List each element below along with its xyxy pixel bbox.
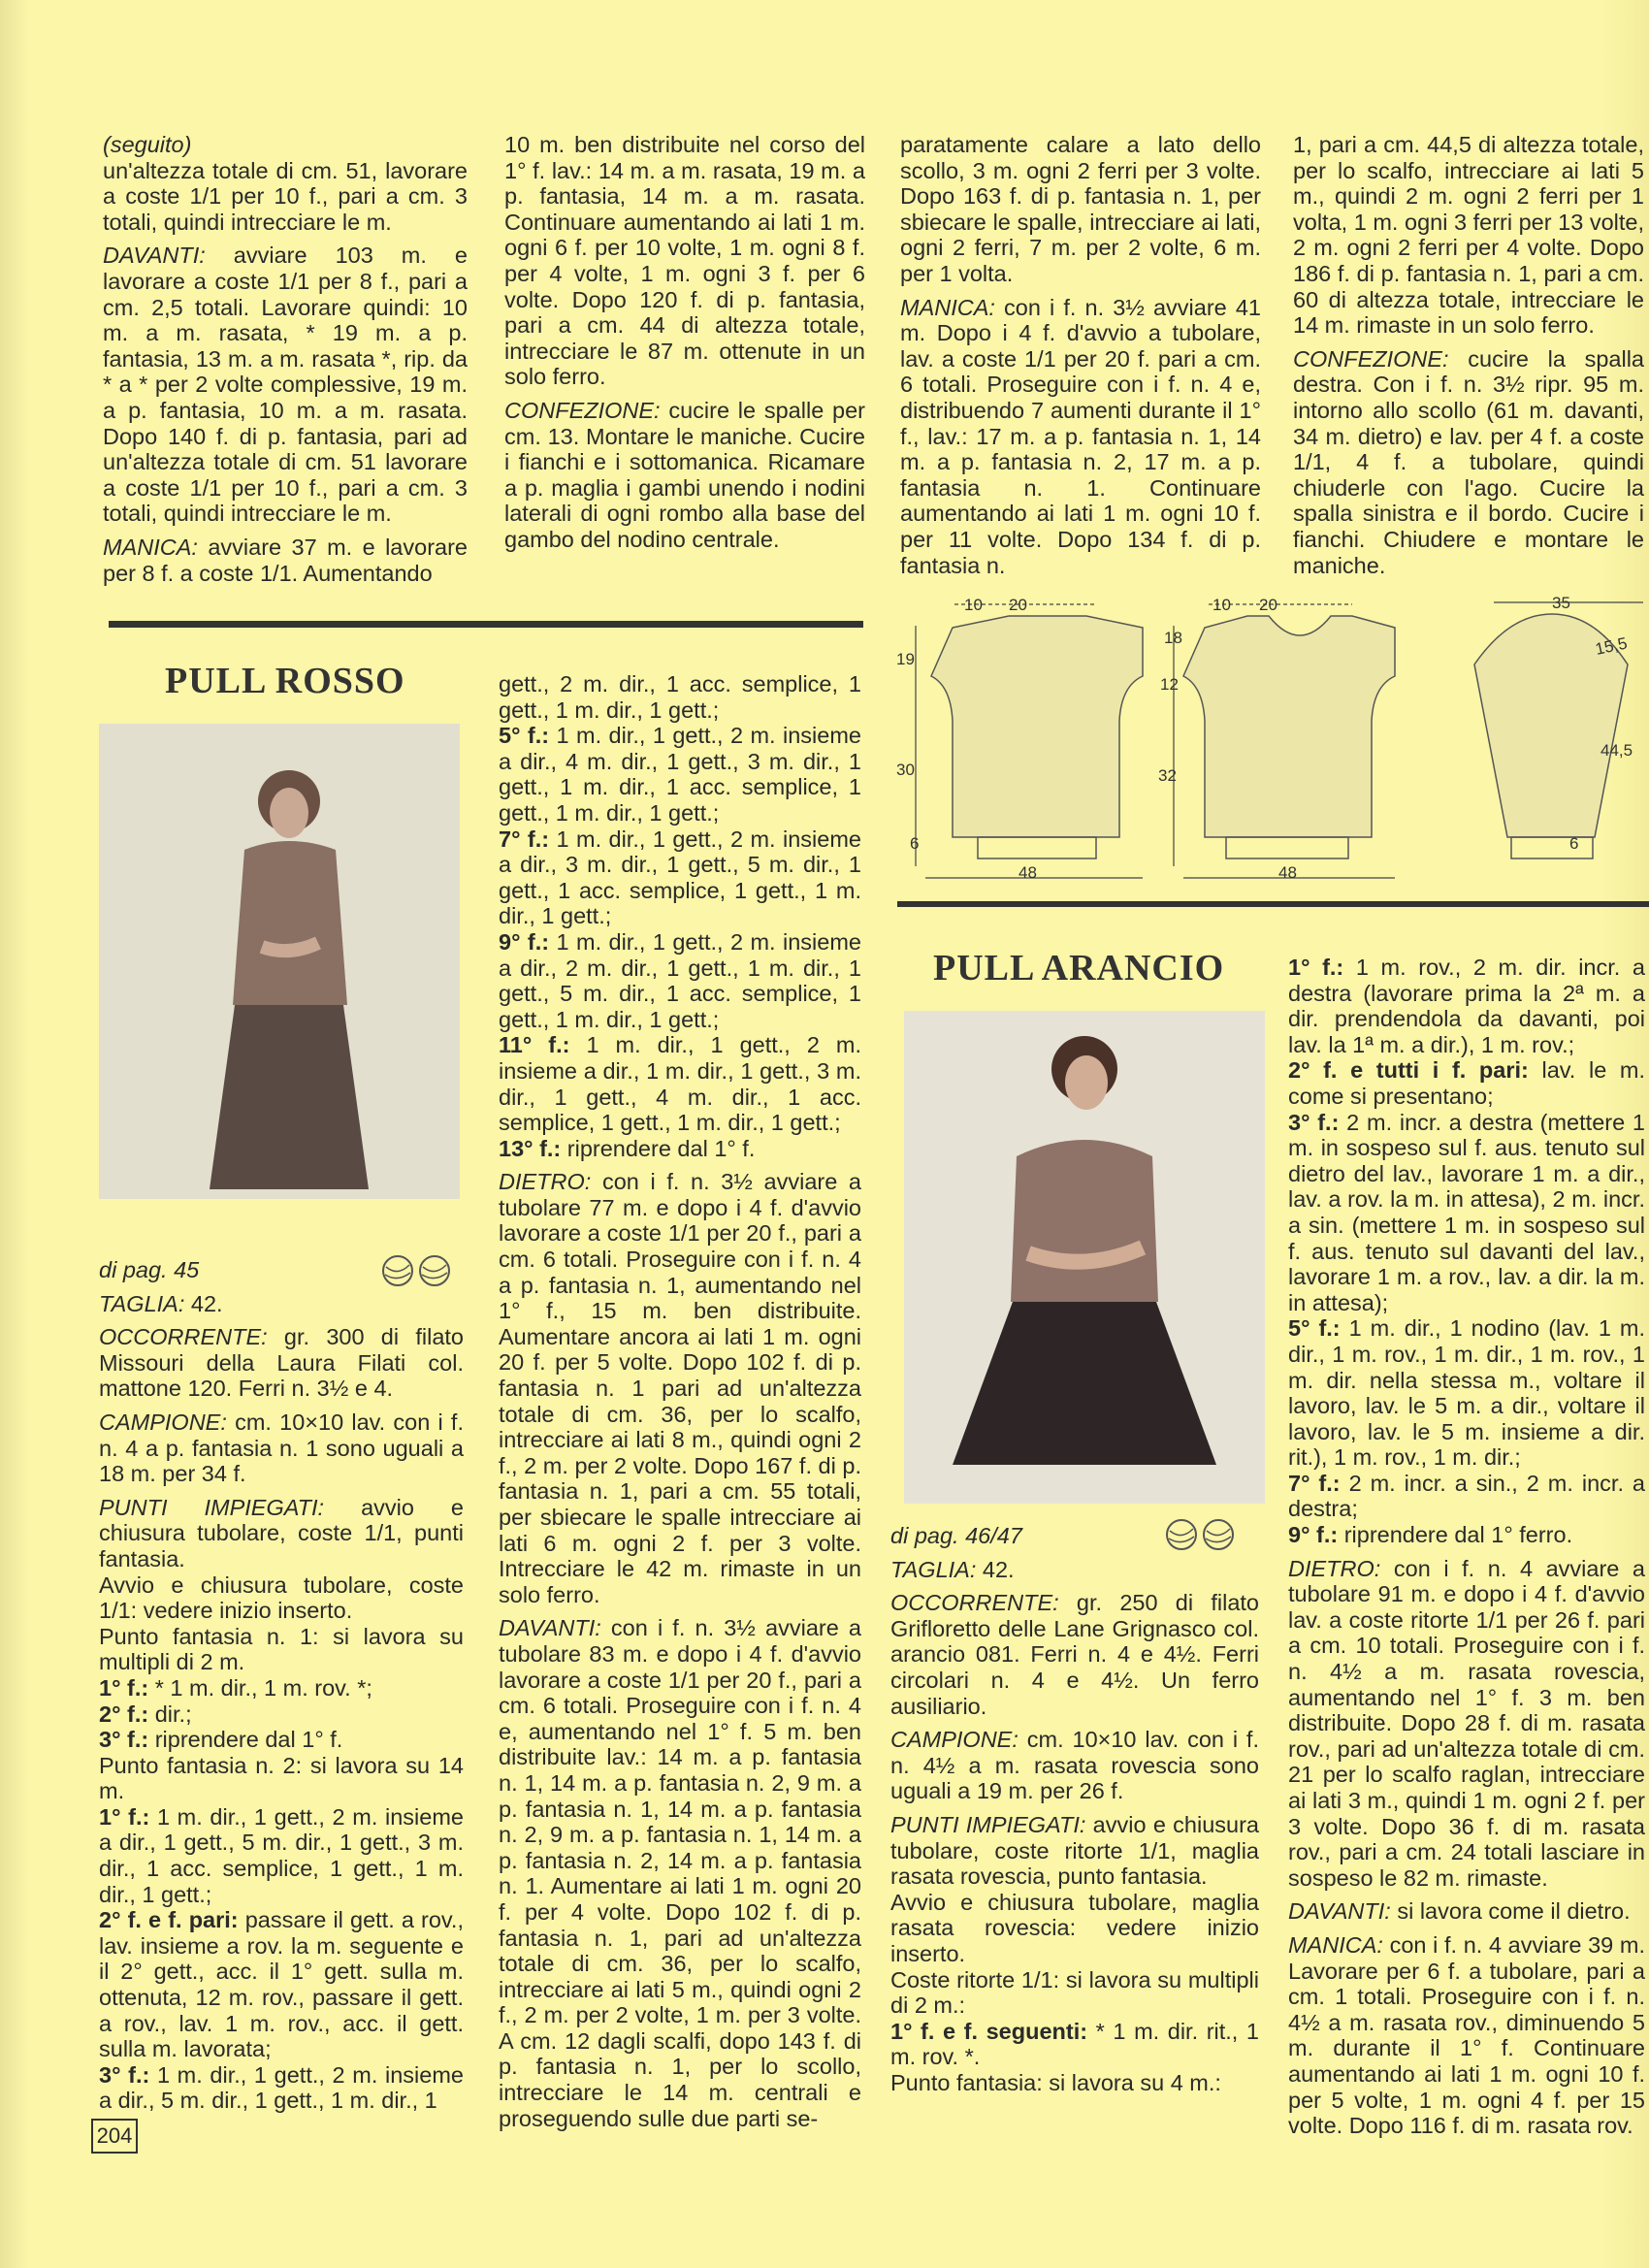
dim-h-mid: 32 — [1158, 766, 1177, 785]
section-text: con i f. n. 4 avviare 39 m. Lavorare per 6 f. a tubolare, pari a cm. 1 totali. Proseguire con i f. n. 4½ a m. rasata rov., diminuendo 5 m. durante il 1° f. Continuare aumentando ai lati 1 m. ogni 10 f. per 5 volte, 1 m. ogni 4 f. per 15 volte. Dopo 116 f. di m. rasata rov. — [1288, 1931, 1645, 2139]
page-ref-text: di pag. 45 — [99, 1257, 200, 1282]
row-label: 13° f.: — [499, 1135, 562, 1161]
pf2-row — [99, 1804, 464, 1907]
campione — [99, 1409, 464, 1487]
row-text: riprendere dal 1° ferro. — [1338, 1522, 1573, 1548]
dim-top-a: 10 — [1212, 596, 1231, 614]
section-text: con i f. n. 3½ avviare a tubolare 77 m. e dopo i 4 f. d'avvio lavorare a coste 1/1 per 20 f., pari a cm. 6 totali. Proseguire con i f. n. 4 a p. fantasia n. 1, aumentando nel 1° f., 15 m. ben distribuite. Aumentare ancora ai lati 1 m. ogni 20 f. per 5 volte. Dopo 102 f. di p. fantasia n. 1 pari ad un'altezza totale di cm. 36, per lo scalfo, intrecciare ai lati 8 m., quindi ogni 2 f., 2 m. per 2 volte. Dopo 167 f. di p. fantasia n. 1, pari a cm. 55 totali, per sbiecare le spalle intrecciare ai lati 6 m. ogni 2 f. per 3 volte. Intrecciare le 42 m. rimaste in un solo ferro. — [499, 1169, 861, 1607]
row-text: 1 m. dir., 1 nodino (lav. 1 m. dir., 1 m. rov., 1 m. dir., 1 m. rov., 1 m. dir. nella stessa m., voltare il lavoro, lav. le 5 m. a dir., voltare il lavoro, lav. le 5 m. insieme a dir. rit.), 1 m. rov., 1 m. dir.; — [1288, 1315, 1646, 1471]
section-label: CONFEZIONE: — [1293, 345, 1449, 372]
dietro — [1288, 1556, 1645, 1892]
row-text: 1 m. dir., 1 gett., 2 m. insieme a dir., 5 m. dir., 1 gett., 1 m. dir., 1 — [99, 2061, 464, 2114]
section-label: CONFEZIONE: — [504, 397, 661, 423]
section-text: avviare 103 m. e lavorare a coste 1/1 per 8 f., pari a cm. 2,5 totali. Lavorare quindi: 10 m. a m. rasata, * 19 m. a p. fantasia, 13 m. a m. rasata *, rip. da * a * per 2 volte complessive, 19 m. a p. fantasia, 10 m. a m. rasata. Dopo 140 f. di p. fantasia, pari ad un'altezza totale di cm. 51 lavorare a coste 1/1 per 10 f., pari a cm. 3 totali, quindi intrecciare le m. — [103, 243, 468, 527]
pf1-intro: Punto fantasia n. 1: si lavora su multipli di 2 m. — [99, 1623, 464, 1675]
section-text: cucire le spalle per cm. 13. Montare le maniche. Cucire i fianchi e i sottomanica. Ricamare a p. maglia i gambi unendo i nodini laterali di ogni rombo alla base del gambo del nodino centrale. — [504, 397, 865, 552]
pf2-intro: Punto fantasia n. 2: si lavora su 14 m. — [99, 1752, 464, 1804]
dim-h-bot: 6 — [910, 834, 920, 853]
row-label: 3° f.: — [99, 2061, 150, 2088]
dim-h-b: 12 — [1160, 675, 1179, 694]
arancio-column-2 — [1288, 955, 1646, 2139]
section-text: cm. 10×10 lav. con i f. n. 4 a p. fantasia n. 1 sono uguali a 18 m. per 34 f. — [99, 1409, 464, 1487]
row-text: 2 m. incr. a sin., 2 m. incr. a destra; — [1288, 1470, 1645, 1522]
section-text: con i f. n. 4 avviare a tubolare 91 m. e dopo i 4 f. d'avvio lav. a coste ritorte 1/1 per 26 f. pari a cm. 10 totali. Proseguire con i f. n. 4½ a m. rasata rovescia, aumentando nel 1° f. 3 m. ben distribuite. Dopo 28 f. di m. rasata rov., pari ad un'altezza totale di cm. 21 per lo scalfo raglan, intrecciare ai lati 3 m., quindi 1 m. ogni 2 f. per 3 volte. Dopo 36 f. di m. rasata rov., pari a cm. 24 totali lasciare in sospeso le 82 m. rimaste. — [1288, 1555, 1645, 1891]
row-text: passare il gett. a rov., lav. insieme a rov. la m. seguente e il 2° gett., acc. il 1° gett. sulla m. ottenuta, 12 m. rov., passare il gett. a rov., lav. 1 m. rov., acc. il gett. sulla m. lavorata; — [99, 1907, 464, 2062]
coste-row — [890, 2019, 1259, 2070]
row-label: 11° f.: — [499, 1032, 570, 1058]
paragraph: paratamente calare a lato dello scollo, 3 m. ogni 2 ferri per 3 volte. Dopo 163 f. di p. fantasia n. 1, per sbiecare le spalle, intrecciare ai lati, ogni 2 ferri, 7 m. per 2 volte, 6 m. per 1 volta. — [900, 132, 1261, 286]
section-label: DIETRO: — [1288, 1555, 1381, 1581]
difficulty-icons-arancio — [1164, 1517, 1242, 1552]
davanti — [1288, 1898, 1645, 1925]
difficulty-icons-rosso — [380, 1253, 458, 1288]
section-text: avvio e chiusura tubolare, coste ritorte 1/1, maglia rasata rovescia, punto fantasia. — [890, 1811, 1259, 1890]
section-label: TAGLIA: — [99, 1290, 185, 1316]
row-label: 1° f. e f. seguenti: — [890, 2018, 1088, 2044]
dim-h-top: 19 — [896, 650, 915, 668]
section-label: TAGLIA: — [890, 1556, 977, 1582]
back-schematic — [896, 596, 1143, 882]
row-label: 1° f.: — [1288, 955, 1344, 980]
section-text: cm. 10×10 lav. con i f. n. 4½ a m. rasata rovescia sono uguali a 19 m. per 26 f. — [890, 1727, 1259, 1804]
front-schematic — [1158, 596, 1395, 882]
section-text: con i f. n. 3½ avviare 41 m. Dopo i 4 f. d'avvio a tubolare, lav. a coste 1/1 per 20 f. pari a cm. 6 totali. Proseguire con i f. n. 4 e, distribuendo 7 aumenti durante il 1° f., lav.: 17 m. a p. fantasia n. 1, 14 m. a p. fantasia n. 2, 17 m. a p. fantasia n. 1. Continuare aumentando ai lati 1 m. ogni 10 f. per 11 volte. Dopo 134 f. di p. fantasia n. — [900, 294, 1261, 578]
article-title-rosso: PULL ROSSO — [165, 661, 405, 701]
occorrente — [890, 1590, 1259, 1719]
section-label: CAMPIONE: — [890, 1727, 1018, 1753]
section-label: MANICA: — [900, 294, 995, 320]
row-text: 1 m. dir., 1 gett., 2 m. insieme a dir., 1 gett., 5 m. dir., 1 gett., 3 m. dir., 1 acc. semplice, 1 gett., 1 m. dir., 1 gett.; — [99, 1803, 464, 1907]
text-column-4 — [1293, 132, 1644, 586]
page-ref-text: di pag. 46/47 — [890, 1523, 1022, 1548]
section-text: gr. 250 di filato Grifloretto delle Lane Grignasco col. arancio 081. Ferri n. 4 e 4½. Ferri circolari n. 4 e 4½. Un ferro ausiliario. — [890, 1590, 1259, 1719]
page-number: 204 — [91, 2119, 138, 2154]
pf-row — [1288, 1057, 1645, 1109]
section-text: avvio e chiusura tubolare, coste 1/1, punti fantasia. — [99, 1494, 464, 1571]
section-text: gr. 300 di filato Missouri della Laura Filati col. mattone 120. Ferri n. 3½ e 4. — [99, 1324, 464, 1402]
punti — [890, 1812, 1259, 1890]
dim-h-top: 15,5 — [1593, 633, 1630, 659]
dim-h-bot: 6 — [1569, 834, 1579, 853]
section-label: OCCORRENTE: — [99, 1324, 268, 1350]
pf2-row — [499, 723, 861, 826]
paragraph-davanti — [103, 243, 468, 527]
row-label: 5° f.: — [499, 723, 550, 749]
row-text: dir.; — [148, 1701, 192, 1727]
paragraph-manica — [900, 295, 1261, 579]
punti — [99, 1495, 464, 1572]
paragraph-manica — [103, 535, 468, 586]
rosso-column-2 — [499, 671, 861, 2139]
section-divider — [897, 901, 1649, 907]
text-column-1 — [103, 132, 468, 594]
pf-row — [1288, 1522, 1645, 1548]
section-label: PUNTI IMPIEGATI: — [890, 1811, 1086, 1837]
pf-row — [1288, 1315, 1645, 1471]
text-column-2 — [504, 132, 865, 561]
row-text: 1 m. dir., 1 gett., 2 m. insieme a dir., 1 m. dir., 1 gett., 3 m. dir., 1 gett., 4 m. dir., 1 acc. semplice, 1 gett., 1 m. dir., 1 gett.; — [499, 1032, 862, 1136]
paragraph-confezione — [1293, 346, 1644, 578]
row-text: 2 m. incr. a destra (mettere 1 m. in sospeso sul f. aus. tenuto sul dietro del lav., lavorare 1 m. a dir., lav. a rov. la m. in attesa), 2 m. incr. a sin. (mettere 1 m. in sospeso sul f. aus. tenuto sul davanti del lav., lavorare 1 m. a rov., lav. a dir. la m. in attesa); — [1288, 1109, 1645, 1315]
arancio-column-1 — [890, 1523, 1259, 2095]
dim-h-a: 18 — [1164, 629, 1182, 647]
section-label: MANICA: — [1288, 1931, 1383, 1958]
row-text: 1 m. dir., 1 gett., 2 m. insieme a dir., 2 m. dir., 1 gett., 1 m. dir., 1 gett., 5 m. dir., 1 acc. semplice, 1 gett., 1 m. dir., 1 gett.; — [499, 928, 861, 1032]
row-text: lav. le m. come si presentano; — [1288, 1057, 1645, 1109]
section-text: 42. — [976, 1556, 1015, 1582]
continued-label: (seguito) — [103, 132, 192, 157]
article-title-arancio: PULL ARANCIO — [933, 948, 1225, 988]
dim-top-a: 10 — [964, 596, 983, 614]
section-label: DAVANTI: — [103, 243, 206, 269]
section-label: MANICA: — [103, 534, 198, 560]
row-label: 2° f.: — [99, 1701, 149, 1727]
pf2-row — [99, 2062, 464, 2114]
pf-row — [1288, 1110, 1645, 1316]
row-label: 9° f.: — [499, 928, 550, 955]
avvio: Avvio e chiusura tubolare, coste 1/1: vedere inizio inserto. — [99, 1571, 464, 1624]
pf1-row — [99, 1675, 464, 1701]
paragraph: 10 m. ben distribuite nel corso del 1° f. lav.: 14 m. a m. rasata, 19 m. a p. fantasia, 14 m. a m. rasata. Continuare aumentando ai lati 1 m. ogni 6 f. per 10 volte, 1 m. ogni 8 f. per 4 volte, 1 m. ogni 3 f. per 6 volte. Dopo 120 f. di p. fantasia, pari a cm. 44 di altezza totale, intrecciare le 87 m. ottenute in un solo ferro. — [504, 132, 865, 390]
rosso-column-1 — [99, 1257, 464, 2114]
row-text: riprendere dal 1° f. — [561, 1135, 756, 1161]
pf1-row — [99, 1727, 464, 1753]
pf-row — [1288, 1471, 1645, 1522]
row-label: 5° f.: — [1288, 1315, 1341, 1342]
row-text: * 1 m. dir. rit., 1 m. rov. *. — [890, 2018, 1259, 2070]
manica — [1288, 1932, 1645, 2139]
davanti — [499, 1615, 861, 2131]
dim-top: 35 — [1552, 594, 1570, 612]
section-divider — [109, 621, 863, 628]
section-text: 42. — [184, 1290, 223, 1316]
dim-width: 48 — [1018, 863, 1037, 882]
section-label: PUNTI IMPIEGATI: — [99, 1494, 325, 1520]
sleeve-schematic — [1474, 594, 1643, 859]
section-label: DIETRO: — [499, 1169, 592, 1195]
row-label: 9° f.: — [1288, 1522, 1339, 1548]
dim-h-mid: 30 — [896, 761, 915, 779]
row-label: 1° f.: — [99, 1803, 150, 1830]
paragraph: un'altezza totale di cm. 51, lavorare a coste 1/1 per 10 f., pari a cm. 3 totali, quindi intrecciare le m. — [103, 157, 468, 235]
pf2-row — [499, 1136, 861, 1162]
row-label: 7° f.: — [499, 826, 550, 852]
pf2-continued: gett., 2 m. dir., 1 acc. semplice, 1 gett., 1 m. dir., 1 gett.; — [499, 671, 861, 723]
pf-intro: Punto fantasia: si lavora su 4 m.: — [890, 2069, 1221, 2095]
section-label: CAMPIONE: — [99, 1409, 227, 1435]
row-label: 2° f. e tutti i f. pari: — [1288, 1057, 1529, 1084]
dietro — [499, 1169, 861, 1607]
photo-model-rosso — [99, 724, 460, 1199]
row-text: * 1 m. dir., 1 m. rov. *; — [148, 1674, 372, 1701]
campione — [890, 1727, 1259, 1804]
row-text: 1 m. rov., 2 m. dir. incr. a destra (lavorare prima la 2ª m. a dir. prendendola da davanti, poi lav. la 1ª m. a dir.), 1 m. rov.; — [1288, 955, 1645, 1057]
pf-row — [1288, 955, 1645, 1057]
section-label: DAVANTI: — [499, 1615, 601, 1641]
taglia — [99, 1291, 464, 1317]
paragraph: 1, pari a cm. 44,5 di altezza totale, per lo scalfo, intrecciare ai lati 5 m., quindi 2 m. ogni 2 ferri per 1 volta, 1 m. ogni 3 ferri per 13 volte, 2 m. ogni 2 ferri per 4 volte. Dopo 186 f. di p. fantasia n. 1, pari a cm. 60 di altezza totale, intrecciare le 14 m. rimaste in un solo ferro. — [1293, 132, 1644, 339]
row-label: 7° f.: — [1288, 1470, 1341, 1496]
pf1-row — [99, 1701, 464, 1728]
schematics-diagram — [892, 587, 1649, 897]
dim-h-mid: 44,5 — [1600, 741, 1633, 760]
row-label: 2° f. e f. pari: — [99, 1907, 239, 1933]
avvio: Avvio e chiusura tubolare, maglia rasata rovescia: vedere inizio inserto. — [890, 1889, 1259, 1966]
row-text: 1 m. dir., 1 gett., 2 m. insieme a dir., 4 m. dir., 1 gett., 3 m. dir., 1 gett., 1 m. dir., 1 acc. semplice, 1 gett., 1 m. dir., 1 gett.; — [499, 723, 861, 826]
dim-top-b: 20 — [1259, 596, 1277, 614]
dim-top-b: 20 — [1009, 596, 1027, 614]
dim-width: 48 — [1278, 863, 1297, 882]
section-text: avviare 37 m. e lavorare per 8 f. a coste 1/1. Aumentando — [103, 534, 468, 586]
photo-model-arancio — [904, 1011, 1265, 1504]
taglia — [890, 1557, 1259, 1583]
section-label: OCCORRENTE: — [890, 1590, 1059, 1616]
pf2-row — [99, 1907, 464, 2062]
section-label: DAVANTI: — [1288, 1898, 1391, 1925]
pf2-row — [499, 1032, 861, 1135]
row-label: 1° f.: — [99, 1674, 149, 1701]
row-text: riprendere dal 1° f. — [148, 1727, 343, 1753]
text-column-3 — [900, 132, 1261, 586]
section-text: con i f. n. 3½ avviare a tubolare 83 m. e dopo i 4 f. d'avvio lavorare a coste 1/1 per 20 f., pari a cm. 6 totali. Proseguire con i f. n. 4 e, aumentando nel 1° f. 5 m. ben distribuite lav.: 14 m. a p. fantasia n. 1, 14 m. a p. fantasia n. 2, 9 m. a p. fantasia n. 1, 14 m. a p. fantasia n. 2, 9 m. a p. fantasia n. 1, 14 m. a p. fantasia n. 2, 14 m. a p. fantasia n. 1. Aumentare ai lati 1 m. ogni 20 f. per 4 volte. Dopo 102 f. di p. fantasia n. 1, pari ad un'altezza totale di cm. 36, per lo scalfo, intrecciare ai lati 5 m., quindi ogni 2 f., 2 m. per 2 volte, 1 m. per 3 volte. A cm. 12 dagli scalfi, dopo 143 f. di p. fantasia n. 1, per lo scollo, intrecciare le 14 m. centrali e proseguendo sulle due parti se- — [499, 1615, 861, 2131]
row-label: 3° f.: — [99, 1727, 149, 1753]
pf2-row — [499, 929, 861, 1032]
section-text: si lavora come il dietro. — [1390, 1898, 1631, 1925]
row-label: 3° f.: — [1288, 1109, 1340, 1135]
paragraph-confezione — [504, 398, 865, 553]
pf2-row — [499, 826, 861, 929]
section-text: cucire la spalla destra. Con i f. n. 3½ ripr. 95 m. intorno allo scollo (61 m. davanti, 34 m. dietro) e lav. per 4 f. a coste 1/1, 4 f. a tubolare, quindi chiuderle con l'ago. Cucire la spalla sinistra e il bordo. Cucire i fianchi. Chiudere e montare le maniche. — [1293, 345, 1644, 578]
coste-intro: Coste ritorte 1/1: si lavora su multipli di 2 m.: — [890, 1966, 1259, 2019]
occorrente — [99, 1324, 464, 1402]
row-text: 1 m. dir., 1 gett., 2 m. insieme a dir., 3 m. dir., 1 gett., 5 m. dir., 1 gett., 1 acc. semplice, 1 gett., 1 m. dir., 1 gett.; — [499, 826, 861, 929]
